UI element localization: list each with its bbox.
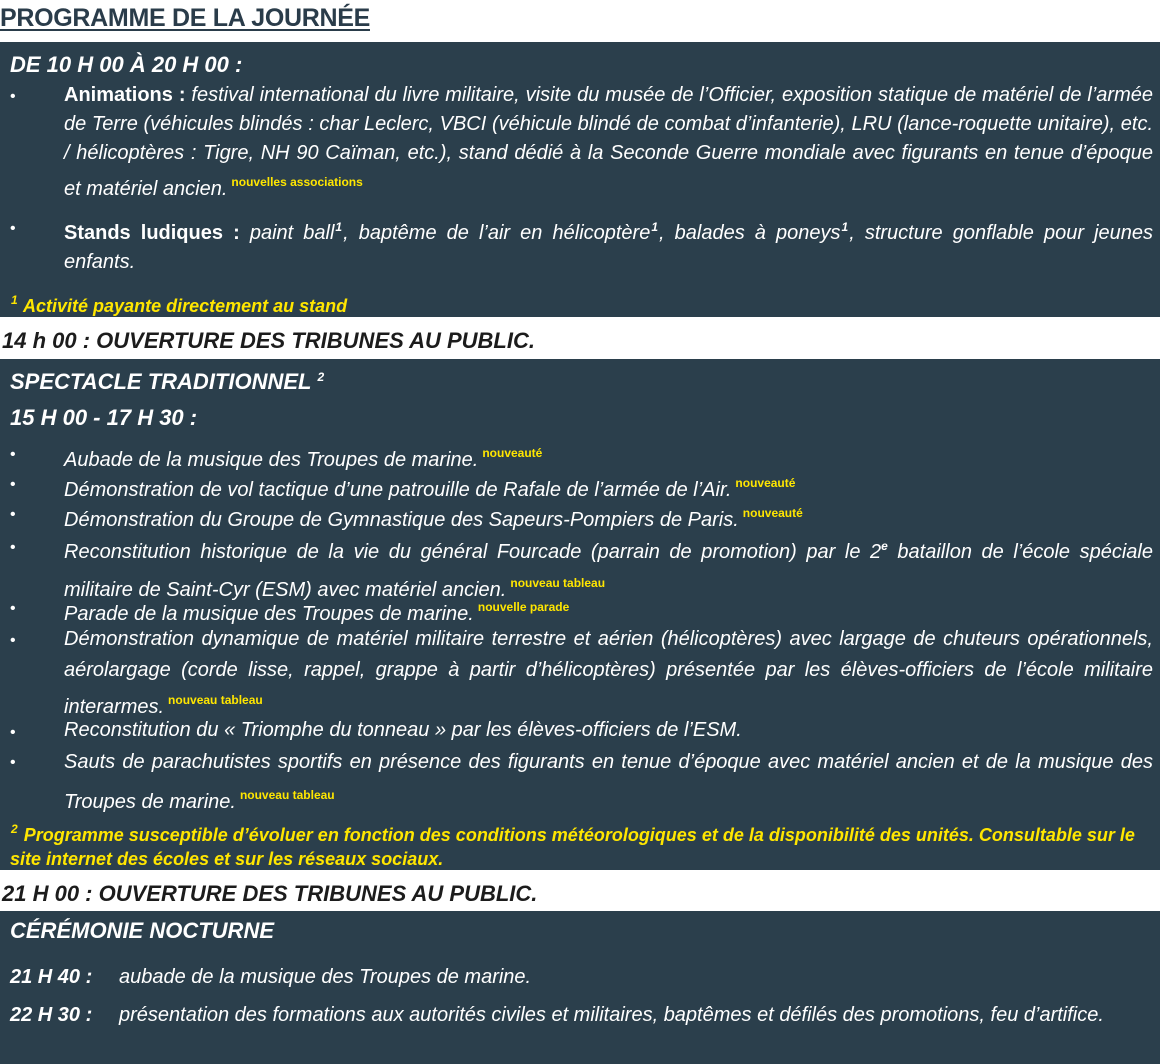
item-text: Démonstration dynamique de matériel militaire terrestre et aérien (hélicoptères) avec largage de chuteurs opérationnels, aérolargage (corde lisse, rappel, grappe à partir d’hélicoptères) présentée par les élèves-officiers de l’école militaire interarmes.	[64, 628, 1153, 718]
time-text: présentation des formations aux autorités civiles et militaires, baptêmes et défilés des promotions, feu d’artifice.	[119, 1004, 1104, 1026]
bullet-icon: •	[10, 632, 16, 649]
time-text: aubade de la musique des Troupes de marine.	[119, 966, 532, 988]
item-text: , balades à poneys	[659, 222, 841, 244]
bullet-icon: •	[10, 724, 16, 741]
bullet-icon: •	[10, 88, 16, 105]
section-daytime-panel	[0, 42, 1160, 317]
footnote-1	[10, 288, 1158, 318]
section-spectacle-heading	[10, 369, 325, 395]
footnote-mark: 1	[335, 220, 343, 234]
list-item	[64, 716, 1153, 745]
footnote-mark: 2	[317, 370, 325, 384]
new-tag: nouveau tableau	[168, 693, 263, 707]
band-text: 14 h 00 : OUVERTURE DES TRIBUNES AU PUBLIC.	[2, 328, 535, 353]
item-text: Parade de la musique des Troupes de marine.	[64, 603, 474, 625]
new-tag: nouvelles associations	[231, 175, 363, 189]
section-night-heading: CÉRÉMONIE NOCTURNE	[10, 918, 275, 943]
time-label: 22 H 30 :	[10, 1004, 93, 1026]
item-label: Stands ludiques :	[64, 222, 240, 244]
item-text: paint ball	[249, 222, 335, 244]
bullet-icon: •	[10, 476, 16, 493]
time-label: 21 H 40 :	[10, 966, 93, 988]
footnote-mark: 1	[841, 220, 849, 234]
band-text: 21 H 00 : OUVERTURE DES TRIBUNES AU PUBLIC.	[2, 881, 538, 906]
item-text: Démonstration du Groupe de Gymnastique des Sapeurs-Pompiers de Paris.	[64, 509, 739, 531]
heading-text: SPECTACLE TRADITIONNEL	[10, 369, 312, 394]
footnote-2	[10, 817, 1158, 871]
footnote-mark: 2	[11, 822, 18, 836]
item-text: , baptême de l’air en hélicoptère	[343, 222, 651, 244]
section-spectacle-subheading: 15 H 00 - 17 H 30 :	[10, 405, 198, 430]
list-item	[64, 624, 1153, 723]
footnote-text: Activité payante directement au stand	[23, 296, 348, 316]
new-tag: nouveauté	[735, 476, 796, 490]
bullet-icon: •	[10, 754, 16, 771]
item-text: Reconstitution du « Triomphe du tonneau » par les élèves-officiers de l’ESM.	[64, 719, 742, 741]
page-title: PROGRAMME DE LA JOURNÉE	[0, 4, 370, 32]
list-item	[64, 499, 1153, 535]
band-tribunes-evening	[0, 871, 1160, 911]
item-label: Animations :	[64, 84, 186, 106]
new-tag: nouveau tableau	[510, 576, 606, 590]
item-text: Aubade de la musique des Troupes de marine.	[64, 449, 479, 471]
section-daytime-heading: DE 10 H 00 À 20 H 00 :	[10, 52, 243, 77]
footnote-mark: 1	[651, 220, 659, 234]
footnote-text: Programme susceptible d’évoluer en fonction des conditions météorologiques et de la disponibilité des unités. Consultable sur le site internet des écoles et sur les réseaux sociaux.	[10, 825, 1135, 869]
new-tag: nouvelle parade	[477, 600, 570, 614]
item-text: , structure gonflable pour jeunes enfants.	[64, 222, 1154, 273]
bullet-icon: •	[10, 506, 16, 523]
bullet-icon: •	[10, 600, 16, 617]
list-item-stands	[64, 213, 1153, 277]
bullet-icon: •	[10, 446, 16, 463]
new-tag: nouveau tableau	[239, 788, 335, 802]
item-text: bataillon de l’école spéciale militaire de Saint-Cyr (ESM) avec matériel ancien.	[64, 541, 1153, 601]
item-text: Démonstration de vol tactique d’une patrouille de Rafale de l’armée de l’Air.	[64, 479, 732, 501]
bullet-icon: •	[10, 539, 16, 556]
list-item-animations	[64, 81, 1153, 204]
item-text: festival international du livre militaire, visite du musée de l’Officier, exposition statique de matériel de l’armée de Terre (véhicules blindés : char Leclerc, VBCI (véhicule blindé de combat d’infanterie), LRU (lance-roquette unitaire), etc. / hélicoptères : Tigre, NH 90 Caïman, etc.), stand dédié à la Seconde Guerre mondiale avec figurants en tenue d’époque et matériel ancien.	[64, 84, 1153, 200]
section-night-panel	[0, 911, 1160, 1064]
bullet-icon: •	[10, 220, 16, 237]
footnote-mark: 1	[11, 293, 18, 307]
section-spectacle-panel	[0, 359, 1160, 870]
item-text: Reconstitution historique de la vie du général Fourcade (parrain de promotion) par le 2	[64, 541, 882, 563]
ordinal-mark: e	[881, 539, 888, 553]
item-text: Sauts de parachutistes sportifs en présence des figurants en tenue d’époque avec matériel ancien et de la musique des Troupes de marine.	[64, 751, 1153, 813]
new-tag: nouveauté	[742, 506, 803, 520]
list-item	[64, 746, 1153, 819]
new-tag: nouveauté	[482, 446, 543, 460]
band-tribunes-afternoon	[0, 318, 1160, 358]
